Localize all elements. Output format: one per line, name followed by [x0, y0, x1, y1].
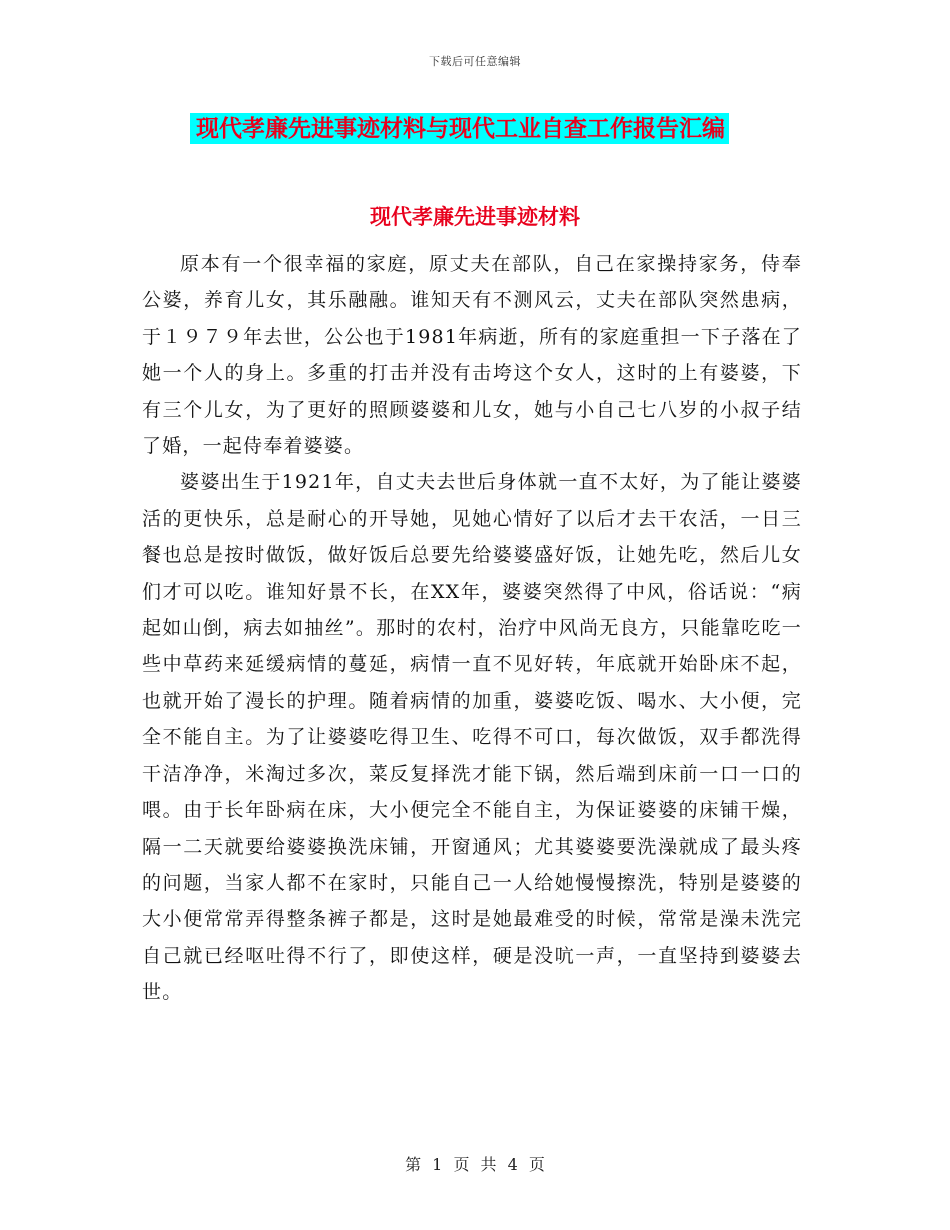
document-title-text: 现代孝廉先进事迹材料与现代工业自查工作报告汇编 — [190, 113, 729, 144]
document-title — [190, 111, 729, 147]
document-body — [142, 246, 802, 1011]
page-number-footer: 第 1 页 共 4 页 — [405, 1155, 545, 1174]
section-title: 现代孝廉先进事迹材料 — [370, 204, 580, 229]
paragraph: 婆婆出生于1921年，自丈夫去世后身体就一直不太好，为了能让婆婆活的更快乐，总是耐心的开导她，见她心情好了以后才去干农活，一日三餐也总是按时做饭，做好饭后总要先给婆婆盛好饭，让她先吃，然后儿女们才可以吃。谁知好景不长，在XX年，婆婆突然得了中风，俗话说：“病起如山倒，病去如抽丝”。那时的农村，治疗中风尚无良方，只能靠吃吃一些中草药来延缓病情的蔓延，病情一直不见好转，年底就开始卧床不起，也就开始了漫长的护理。随着病情的加重，婆婆吃饭、喝水、大小便，完全不能自主。为了让婆婆吃得卫生、吃得不可口，每次做饭，双手都洗得干洁净净，米淘过多次，菜反复择洗才能下锅，然后端到床前一口一口的喂。由于长年卧病在床，大小便完全不能自主，为保证婆婆的床铺干燥，隔一二天就要给婆婆换洗床铺，开窗通风；尤其婆婆要洗澡就成了最头疼的问题，当家人都不在家时，只能自己一人给她慢慢擦洗，特别是婆婆的大小便常常弄得整条裤子都是，这时是她最难受的时候，常常是澡未洗完自己就已经呕吐得不行了，即使这样，硬是没吭一声，一直坚持到婆婆去世。 — [142, 471, 802, 1004]
paragraph: 原本有一个很幸福的家庭，原丈夫在部队，自己在家操持家务，侍奉公婆，养育儿女，其乐融融。谁知天有不测风云，丈夫在部队突然患病，于１９７９年去世，公公也于1981年病逝，所有的家庭重担一下子落在了她一个人的身上。多重的打击并没有击垮这个女人，这时的上有婆婆，下有三个儿女，为了更好的照顾婆婆和儿女，她与小自己七八岁的小叔子结了婚，一起侍奉着婆婆。 — [142, 253, 802, 458]
page-header-note: 下载后可任意编辑 — [429, 55, 521, 68]
